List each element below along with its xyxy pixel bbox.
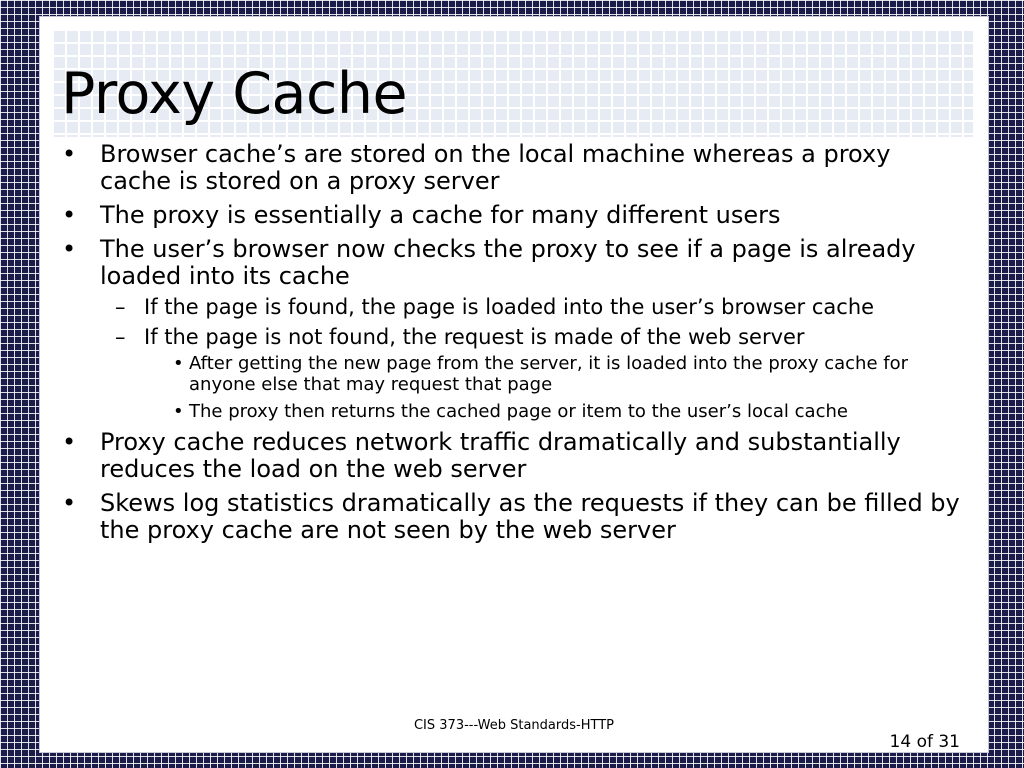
sub-bullet-text: If the page is found, the page is loaded into the user’s browser cache: [144, 295, 875, 319]
bullet-item: [62, 429, 962, 483]
bullet-text: The user’s browser now checks the proxy to see if a page is already loaded into its cache: [100, 235, 916, 290]
bullet-list: [62, 141, 962, 544]
bullet-icon: •: [173, 401, 184, 422]
slide-title: Proxy Cache: [61, 61, 408, 127]
bullet-text: Browser cache’s are stored on the local machine whereas a proxy cache is stored on a proxy server: [100, 140, 891, 195]
bullet-item: [62, 202, 962, 229]
bullet-text: Proxy cache reduces network traffic dramatically and substantially reduces the load on the web server: [100, 428, 901, 483]
bullet-icon: •: [62, 489, 77, 517]
slide-footer: CIS 373---Web Standards-HTTP: [413, 718, 614, 733]
sub-bullet-item: [100, 296, 962, 319]
bullet-icon: •: [173, 353, 184, 374]
sub-bullet-item: [100, 326, 962, 422]
sub-sub-bullet-item: [144, 353, 962, 395]
bullet-item: [62, 236, 962, 422]
slide-content: [62, 141, 962, 551]
dash-icon: –: [115, 325, 126, 349]
sub-sub-bullet-text: The proxy then returns the cached page or item to the user’s local cache: [189, 401, 848, 422]
sub-bullet-text: If the page is not found, the request is made of the web server: [144, 325, 805, 349]
bullet-icon: •: [62, 428, 77, 456]
bullet-item: [62, 490, 962, 544]
bullet-item: [62, 141, 962, 195]
bullet-icon: •: [62, 235, 77, 263]
page-indicator: 14 of 31: [889, 732, 960, 752]
slide: [40, 17, 988, 752]
bullet-icon: •: [62, 201, 77, 229]
sub-bullet-list: [100, 296, 962, 422]
sub-sub-bullet-item: [144, 401, 962, 422]
bullet-text: Skews log statistics dramatically as the requests if they can be filled by the proxy cache are not seen by the web server: [100, 489, 960, 544]
sub-sub-bullet-text: After getting the new page from the server, it is loaded into the proxy cache for anyone else that may request that page: [189, 353, 909, 395]
bullet-text: The proxy is essentially a cache for many different users: [100, 201, 781, 229]
sub-sub-bullet-list: [144, 353, 962, 422]
bullet-icon: •: [62, 140, 77, 168]
dash-icon: –: [115, 295, 126, 319]
